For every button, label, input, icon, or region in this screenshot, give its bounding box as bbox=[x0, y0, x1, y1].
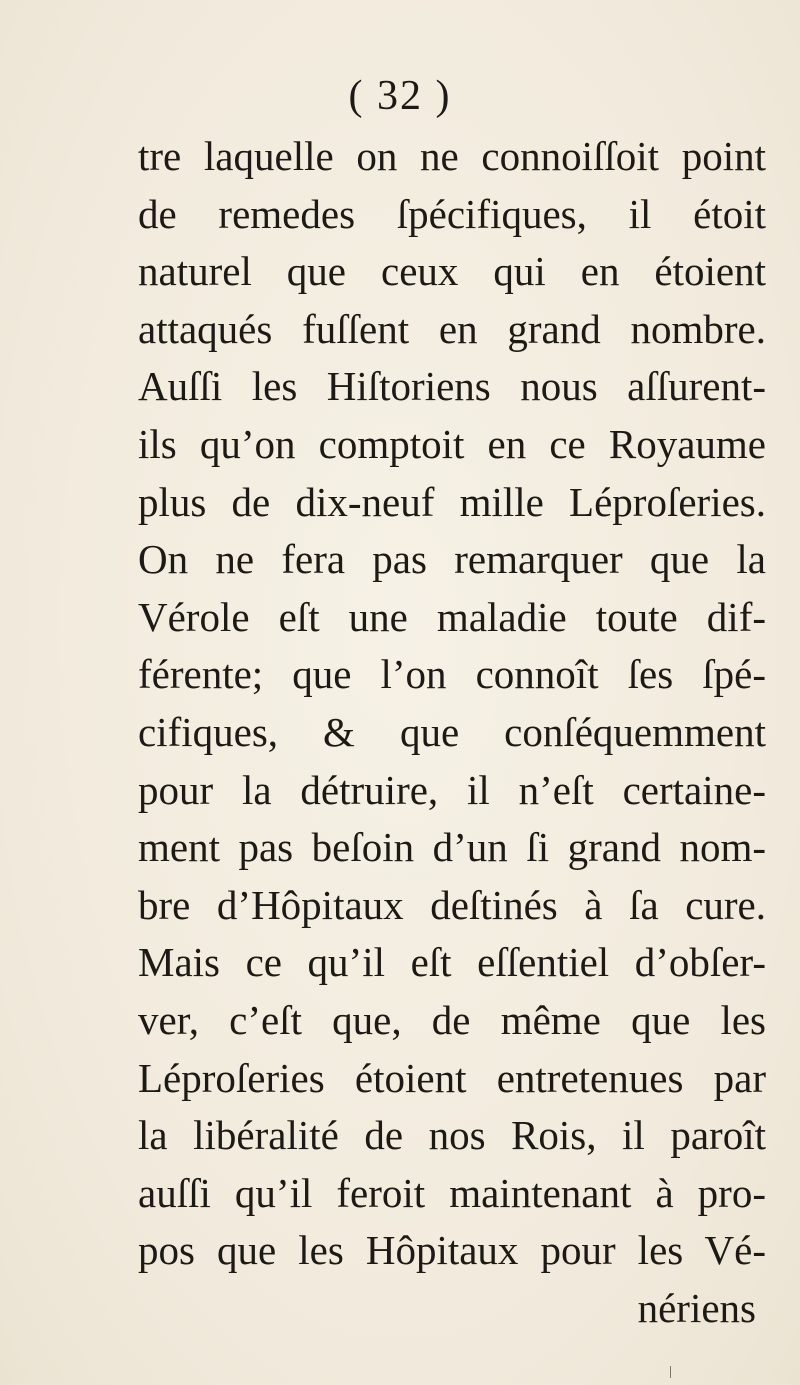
text-line: pour la détruire, il n’eſt certaine- bbox=[138, 766, 766, 813]
text-line: auſſi qu’il feroit maintenant à pro- bbox=[138, 1169, 766, 1216]
text-line: ils qu’on comptoit en ce Royaume bbox=[138, 420, 766, 467]
catchword: nériens bbox=[637, 1284, 756, 1331]
text-line: tre laquelle on ne connoiſſoit point bbox=[138, 133, 766, 179]
text-line: de remedes ſpécifiques, il étoit bbox=[138, 190, 766, 237]
text-line: férente; que l’on connoît ſes ſpé- bbox=[138, 651, 766, 698]
text-line: Mais ce qu’il eſt eſſentiel d’obſer- bbox=[138, 939, 766, 986]
text-line: On ne fera pas remarquer que la bbox=[138, 536, 766, 583]
text-line: Léproſeries étoient entretenues par bbox=[138, 1054, 766, 1101]
text-line: ver, c’eſt que, de même que les bbox=[138, 996, 766, 1043]
body-text bbox=[138, 128, 766, 1337]
text-line: cifiques, & que conſéquemment bbox=[138, 708, 766, 755]
text-line: attaqués fuſſent en grand nombre. bbox=[138, 305, 766, 352]
text-line: ment pas beſoin d’un ſi grand nom- bbox=[138, 824, 766, 871]
text-line: bre d’Hôpitaux deſtinés à ſa cure. bbox=[138, 881, 766, 928]
text-line: Vérole eſt une maladie toute dif- bbox=[138, 593, 766, 640]
text-line: Auſſi les Hiſtoriens nous aſſurent- bbox=[138, 363, 766, 410]
text-line: pos que les Hôpitaux pour les Vé- bbox=[138, 1227, 766, 1274]
paper-mark bbox=[670, 1366, 671, 1378]
page-number: ( 32 ) bbox=[348, 73, 452, 119]
text-line: naturel que ceux qui en étoient bbox=[138, 248, 766, 295]
text-line: plus de dix-neuf mille Léproſeries. bbox=[138, 478, 766, 525]
text-line: la libéralité de nos Rois, il paroît bbox=[138, 1112, 766, 1159]
